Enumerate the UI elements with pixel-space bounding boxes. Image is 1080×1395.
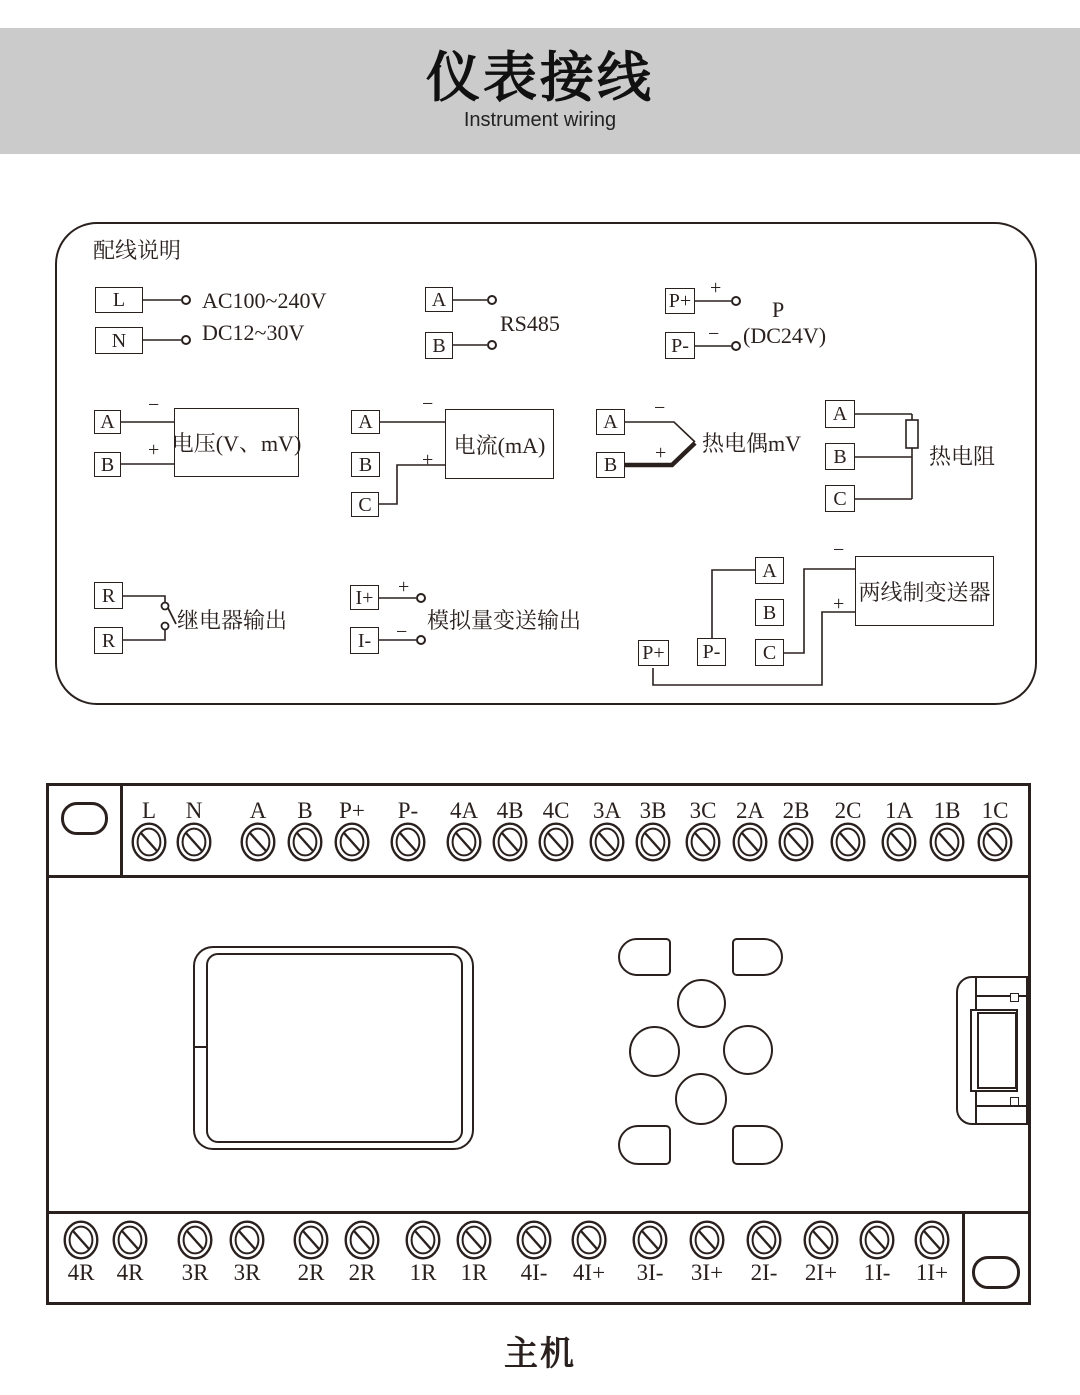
screw-icon [929,822,965,862]
terminal-box-tc-A [596,409,625,435]
terminal-label: 2I+ [804,1259,838,1285]
screw-icon [881,822,917,862]
terminal-box-volt-A [94,410,121,434]
terminal-label: 3A [592,797,622,823]
bottom-strip-cell-divider [962,1214,965,1302]
screw-icon [830,822,866,862]
terminal-label: 3R [181,1259,209,1285]
screw-icon [859,1220,895,1260]
rtd-label: 热电阻 [929,444,996,469]
wire-end-circle [182,336,190,344]
wire-pplus-to-plus [653,612,855,685]
terminal-bottom-2I+ [796,1220,846,1284]
terminal-bottom-2R [286,1220,336,1284]
terminal-box-R2 [94,627,123,654]
screw-icon [914,1220,950,1260]
terminal-letter: C [833,487,847,510]
terminal-top-L [124,798,174,862]
terminal-box-tx-A [755,557,784,584]
page-title: 仪表接线 [426,48,654,109]
terminal-top-P- [383,798,433,862]
terminal-top-2B [771,798,821,862]
voltage-device-box [171,408,302,477]
terminal-label: 2I- [750,1259,778,1285]
display-screen [206,953,463,1143]
screw-icon [293,1220,329,1260]
terminal-label: 4R [67,1259,95,1285]
minus-sign: − [833,539,845,561]
current-device-box [445,409,554,479]
screw-icon [571,1220,607,1260]
keypad-button-up [677,979,726,1028]
screw-icon [229,1220,265,1260]
terminal-letter: B [603,454,618,476]
rs485-label: RS485 [500,311,560,336]
terminal-label: 4R [116,1259,144,1285]
terminal-letter: N [111,329,127,352]
terminal-letter: A [100,411,115,433]
terminal-top-1A [874,798,924,862]
screw-icon [778,822,814,862]
terminal-bottom-4I- [509,1220,559,1284]
terminal-label: 1I- [863,1259,891,1285]
screw-icon [492,822,528,862]
terminal-label: 1R [409,1259,437,1285]
minus-sign: − [708,323,720,345]
analog-out-label: 模拟量变送输出 [427,608,582,633]
terminal-letter: I+ [355,586,374,609]
top-strip-divider [49,875,1028,878]
terminal-letter: A [832,403,848,425]
terminal-top-1C [970,798,1020,862]
minus-sign: − [148,394,160,416]
screw-icon [538,822,574,862]
screw-icon [390,822,426,862]
terminal-bottom-1I- [852,1220,902,1284]
terminal-label: L [141,797,157,823]
screw-icon [176,822,212,862]
wire-tc-a [625,422,695,442]
terminal-bottom-1R [449,1220,499,1284]
screw-icon [287,822,323,862]
terminal-top-P+ [327,798,377,862]
terminal-letter: C [358,493,372,516]
terminal-label: 1B [933,797,961,823]
terminal-top-4B [485,798,535,862]
keypad-button-left [629,1026,680,1077]
top-strip-cell-divider [120,786,123,875]
terminal-box-L [95,287,143,313]
plus-sign: + [148,439,160,461]
terminal-box-tc-B [596,452,625,478]
terminal-label: 3R [233,1259,261,1285]
screw-icon [334,822,370,862]
mount-hole-bottom-right [972,1256,1020,1289]
screw-icon [746,1220,782,1260]
terminal-label: 1C [981,797,1009,823]
terminal-top-2A [725,798,775,862]
transmitter-label: 两线制变送器 [858,579,991,605]
terminal-bottom-3R [170,1220,220,1284]
terminal-top-3A [582,798,632,862]
terminal-box-Pplus [665,288,695,314]
wire-end-circle [488,341,496,349]
keypad-button-bottom-right [732,1125,783,1165]
terminal-top-4A [439,798,489,862]
terminal-label: 4I- [520,1259,548,1285]
wire-c-to-minus [784,569,855,653]
plus-sign: + [655,442,667,464]
terminal-letter: B [762,601,777,624]
terminal-label: 4C [542,797,570,823]
terminal-box-tx-Pminus [697,638,726,666]
screw-icon [977,822,1013,862]
terminal-box-Pminus [665,332,695,359]
screen-notch [193,1046,206,1048]
terminal-letter: R [101,584,116,607]
terminal-label: N [185,797,203,823]
wiring-instruction-box [55,222,1037,705]
wire-relay-top [123,596,165,602]
mount-hole-top-left [61,802,108,835]
terminal-top-4C [531,798,581,862]
connector-tab-top [1010,993,1019,1002]
plus-sign: + [710,277,722,299]
terminal-label: 2B [782,797,810,823]
wire-pminus-to-a [712,570,755,638]
terminal-letter: L [112,289,126,311]
terminal-box-rs485-B [425,332,453,359]
main-unit-caption: 主机 [504,1336,576,1373]
terminal-letter: I- [357,629,372,652]
main-unit-block [46,783,1031,1305]
terminal-letter: B [833,445,847,468]
transmitter-device-box [855,556,994,626]
terminal-letter: A [358,411,373,433]
wire-curr-c [379,465,445,504]
terminal-label: 1A [884,797,914,823]
terminal-letter: R [101,629,116,652]
terminal-box-volt-B [94,452,121,477]
terminal-box-tx-C [755,639,784,666]
terminal-letter: P- [671,334,689,357]
terminal-box-tx-B [755,599,784,626]
dc24-label-2: (DC24V) [743,323,827,348]
screw-icon [112,1220,148,1260]
terminal-bottom-3I- [625,1220,675,1284]
terminal-letter: P- [702,641,721,663]
relay-switch-blade [168,608,176,624]
terminal-box-N [95,327,143,354]
terminal-top-B [280,798,330,862]
wire-end-circle [417,594,425,602]
terminal-letter: B [100,453,115,476]
terminal-box-rtd-A [825,400,855,428]
wire-relay-bottom [123,630,165,640]
keypad-button-down [675,1073,727,1125]
terminal-label: P- [397,797,419,823]
screw-icon [177,1220,213,1260]
header-band [0,28,1080,154]
terminal-letter: A [431,288,447,311]
power-label-2: DC12~30V [202,320,305,345]
connector-bottom-line [975,1105,1028,1107]
keypad-button-bottom-left [618,1125,671,1165]
screw-icon [456,1220,492,1260]
terminal-bottom-2R [337,1220,387,1284]
keypad-button-right [723,1025,773,1075]
wire-end-circle [732,297,740,305]
terminal-label: 3I+ [690,1259,724,1285]
terminal-top-A [233,798,283,862]
wire-end-circle [732,342,740,350]
wire-end-circle [488,296,496,304]
terminal-box-rs485-A [425,287,453,312]
terminal-label: 4A [449,797,479,823]
bottom-strip-divider [49,1211,1028,1214]
terminal-box-curr-B [351,452,380,477]
minus-sign: − [654,397,666,419]
terminal-box-rtd-C [825,485,855,512]
terminal-letter: A [603,411,618,433]
terminal-bottom-3I+ [682,1220,732,1284]
terminal-top-3C [678,798,728,862]
screw-icon [632,1220,668,1260]
keypad-button-top-left [618,938,671,976]
screw-icon [405,1220,441,1260]
terminal-bottom-1R [398,1220,448,1284]
screw-icon [516,1220,552,1260]
wire-end-circle [417,636,425,644]
terminal-box-curr-A [351,410,380,434]
keypad-button-top-right [732,938,783,976]
plus-sign: + [833,593,845,615]
terminal-label: 2R [297,1259,325,1285]
terminal-bottom-4R [105,1220,155,1284]
screw-icon [635,822,671,862]
terminal-label: 2C [834,797,862,823]
wiring-box-title: 配线说明 [93,238,182,263]
plus-sign: + [422,449,434,471]
terminal-letter: B [358,453,373,476]
screw-icon [689,1220,725,1260]
relay-contact-circle [162,623,169,630]
dc24-label-1: P [772,297,785,322]
terminal-label: 1R [460,1259,488,1285]
terminal-box-Iplus [350,585,379,610]
minus-sign: − [422,393,434,415]
terminal-box-Iminus [350,627,379,654]
thermocouple-label: 热电偶mV [702,431,802,456]
terminal-box-tx-Pplus [638,640,669,666]
terminal-letter: P+ [642,642,665,664]
power-label-1: AC100~240V [202,288,327,313]
screw-icon [240,822,276,862]
screw-icon [446,822,482,862]
plus-sign: + [398,576,410,598]
terminal-label: 3B [639,797,667,823]
minus-sign: − [396,621,408,643]
terminal-letter: P+ [668,290,692,312]
current-label: 电流(mA) [453,432,546,458]
terminal-top-3B [628,798,678,862]
terminal-label: P+ [339,797,365,823]
terminal-label: 2R [348,1259,376,1285]
terminal-bottom-4I+ [564,1220,614,1284]
terminal-letter: B [432,334,446,357]
terminal-bottom-2I- [739,1220,789,1284]
terminal-letter: A [762,559,777,582]
rtd-resistor [906,420,918,448]
terminal-bottom-3R [222,1220,272,1284]
terminal-top-N [169,798,219,862]
connector-socket-inner [977,1012,1017,1089]
screw-icon [685,822,721,862]
terminal-letter: C [762,641,777,664]
screw-icon [63,1220,99,1260]
terminal-label: 2A [735,797,765,823]
relay-label: 继电器输出 [177,608,288,633]
terminal-bottom-4R [56,1220,106,1284]
page-subtitle: Instrument wiring [463,108,617,131]
terminal-box-curr-C [351,492,379,517]
terminal-label: 3C [689,797,717,823]
screw-icon [344,1220,380,1260]
connector-tab-bottom [1010,1097,1019,1106]
screw-icon [589,822,625,862]
screw-icon [131,822,167,862]
terminal-label: 3I- [636,1259,664,1285]
terminal-top-1B [922,798,972,862]
terminal-label: 4B [496,797,524,823]
terminal-top-2C [823,798,873,862]
terminal-label: A [249,797,267,823]
terminal-label: B [297,797,313,823]
terminal-bottom-1I+ [907,1220,957,1284]
terminal-box-rtd-B [825,443,855,470]
connector-top-line [975,995,1028,997]
terminal-label: 4I+ [572,1259,606,1285]
terminal-box-R1 [94,582,123,609]
screw-icon [732,822,768,862]
wire-end-circle [182,296,190,304]
screw-icon [803,1220,839,1260]
voltage-label: 电压(V、mV) [171,431,302,456]
terminal-label: 1I+ [915,1259,949,1285]
